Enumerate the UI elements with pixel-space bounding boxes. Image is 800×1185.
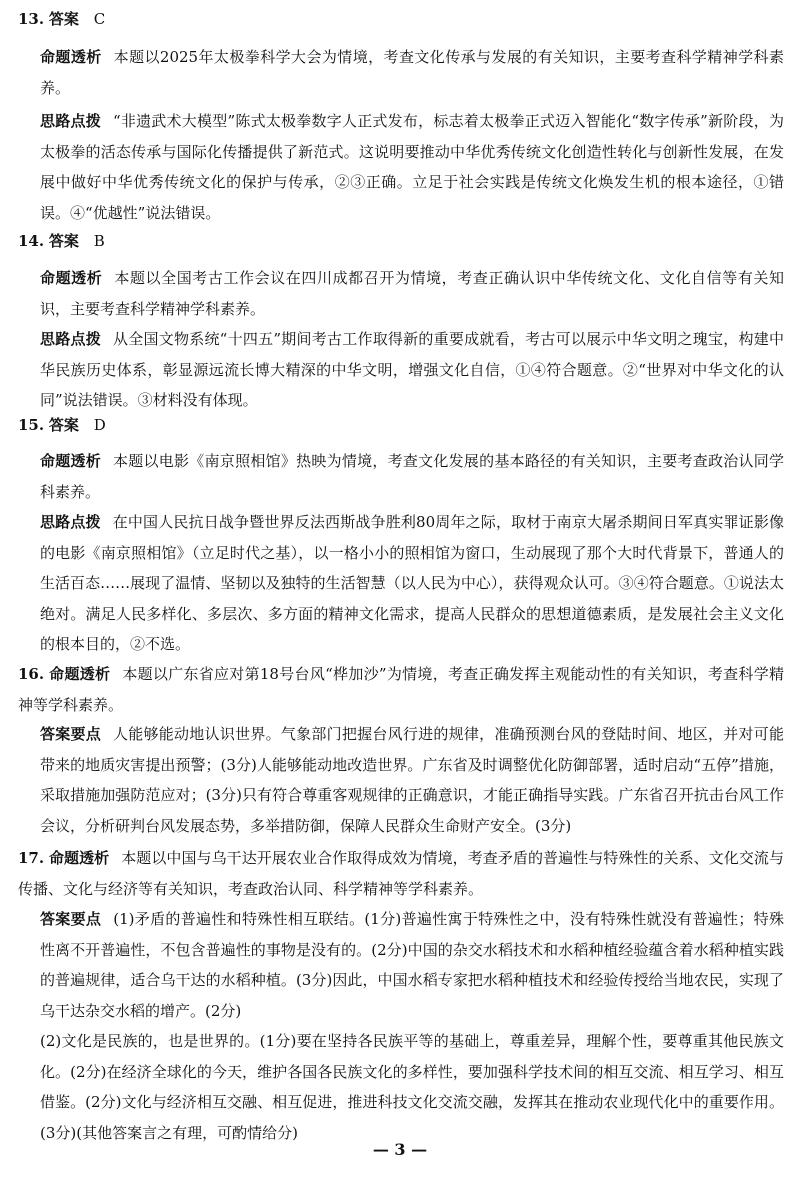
q13-hint	[40, 106, 784, 228]
q17-points-2	[40, 1026, 784, 1148]
q13-number: 13.	[18, 10, 45, 28]
q13-intent-label: 命题透析	[40, 48, 102, 66]
q17-intent-text: 本题以中国与乌干达开展农业合作取得成效为情境，考查矛盾的普遍性与特殊性的关系、文化交流与传播、文化与经济等有关知识，考查政治认同、科学精神等学科素养。	[18, 849, 784, 898]
q14-hint-text: 从全国文物系统“十四五”期间考古工作取得新的重要成就看，考古可以展示中华文明之瑰宝，构建中华民族历史体系，彰显源远流长博大精深的中华文明，增强文化自信，①④符合题意。②“世界对中华文化的认同”说法错误。③材料没有体现。	[40, 330, 784, 409]
q13-intent	[40, 42, 784, 103]
q13-intent-text: 本题以2025年太极拳科学大会为情境，考查文化传承与发展的有关知识，主要考查科学精神学科素养。	[40, 48, 784, 97]
q14-answer: B	[93, 232, 105, 250]
page-number: — 3 —	[372, 1140, 428, 1159]
q13-hint-label: 思路点拨	[40, 112, 101, 130]
q13-hint-text: “非遗武术大模型”陈式太极拳数字人正式发布，标志着太极拳正式迈入智能化“数字传承”新阶段，为太极拳的活态传承与国际化传播提供了新范式。这说明要推动中华优秀传统文化创造性转化与创新性发展，在发展中做好中华优秀传统文化的保护与传承，②③正确。立足于社会实践是传统文化焕发生机的根本途径，①错误。④“优越性”说法错误。	[40, 112, 784, 222]
q16-number: 16.	[18, 665, 45, 683]
q15-intent	[40, 446, 784, 507]
q16-points-text: 人能够能动地认识世界。气象部门把握台风行进的规律，准确预测台风的登陆时间、地区，并对可能带来的地质灾害提出预警；(3分)人能够能动地改造世界。广东省及时调整优化防御部署，适时启动“五停”措施，采取措施加强防范应对；(3分)只有符合尊重客观规律的正确意识，才能正确指导实践。广东省召开抗击台风工作会议，分析研判台风发展态势，多举措防御，保障人民群众生命财产安全。(3分)	[40, 725, 784, 835]
q14-header	[18, 231, 105, 251]
q16-points-label: 答案要点	[40, 725, 102, 743]
q17-points1-text: (1)矛盾的普遍性和特殊性相互联结。(1分)普遍性寓于特殊性之中，没有特殊性就没有普遍性；特殊性离不开普遍性，不包含普遍性的事物是没有的。(2分)中国的杂交水稻技术和水稻种植经验蕴含着水稻种植实践的普遍规律，适合乌干达的水稻种植。(3分)因此，中国水稻专家把水稻种植技术和经验传授给当地农民，实现了乌干达杂交水稻的增产。(2分)	[40, 910, 784, 1020]
q17-intent-label: 命题透析	[48, 849, 110, 867]
q14-number: 14.	[18, 232, 45, 250]
q16-intent-label: 命题透析	[49, 665, 111, 683]
q15-answer: D	[93, 416, 106, 434]
q16-points	[40, 719, 784, 841]
q15-header	[18, 415, 106, 435]
q15-hint-label: 思路点拨	[40, 513, 101, 531]
q17-points2-text: (2)文化是民族的，也是世界的。(1分)要在坚持各民族平等的基础上，尊重差异，理解个性，要尊重其他民族文化。(2分)在经济全球化的今天，维护各国各民族文化的多样性，要加强科学技术间的相互交流、相互学习、相互借鉴。(2分)文化与经济相互交融、相互促进，推进科技文化交流交融，发挥其在推动农业现代化中的重要作用。(3分)(其他答案言之有理，可酌情给分)	[40, 1032, 784, 1142]
q16-intent-text: 本题以广东省应对第18号台风“桦加沙”为情境，考查正确发挥主观能动性的有关知识，考查科学精神等学科素养。	[18, 665, 784, 714]
q17-intent	[18, 843, 784, 904]
q14-hint-label: 思路点拨	[40, 330, 101, 348]
q17-points-label: 答案要点	[40, 910, 102, 928]
q15-intent-label: 命题透析	[40, 452, 102, 470]
q17-number: 17.	[18, 849, 45, 867]
q13-answer-label: 答案	[48, 10, 79, 28]
q14-hint	[40, 324, 784, 416]
q15-answer-label: 答案	[48, 416, 79, 434]
q16-intent	[18, 659, 784, 720]
q15-hint-text: 在中国人民抗日战争暨世界反法西斯战争胜利80周年之际，取材于南京大屠杀期间日军真实罪证影像的电影《南京照相馆》（立足时代之基），以一格小小的照相馆为窗口，生动展现了那个大时代背景下，普通人的生活百态……展现了温情、坚韧以及独特的生活智慧（以人民为中心），获得观众认可。③④符合题意。①说法太绝对。满足人民多样化、多层次、多方面的精神文化需求，提高人民群众的思想道德素质，是发展社会主义文化的根本目的，②不选。	[40, 513, 784, 653]
q15-intent-text: 本题以电影《南京照相馆》热映为情境，考查文化发展的基本路径的有关知识，主要考查政治认同学科素养。	[40, 452, 784, 501]
q13-answer: C	[93, 10, 106, 28]
q15-number: 15.	[18, 416, 45, 434]
q14-answer-label: 答案	[48, 232, 79, 250]
q14-intent-label: 命题透析	[40, 269, 103, 287]
q17-points-1	[40, 904, 784, 1026]
q13-header	[18, 9, 105, 29]
q14-intent	[40, 263, 784, 324]
q15-hint	[40, 507, 784, 660]
q14-intent-text: 本题以全国考古工作会议在四川成都召开为情境，考查正确认识中华传统文化、文化自信等有关知识，主要考查科学精神学科素养。	[40, 269, 784, 318]
